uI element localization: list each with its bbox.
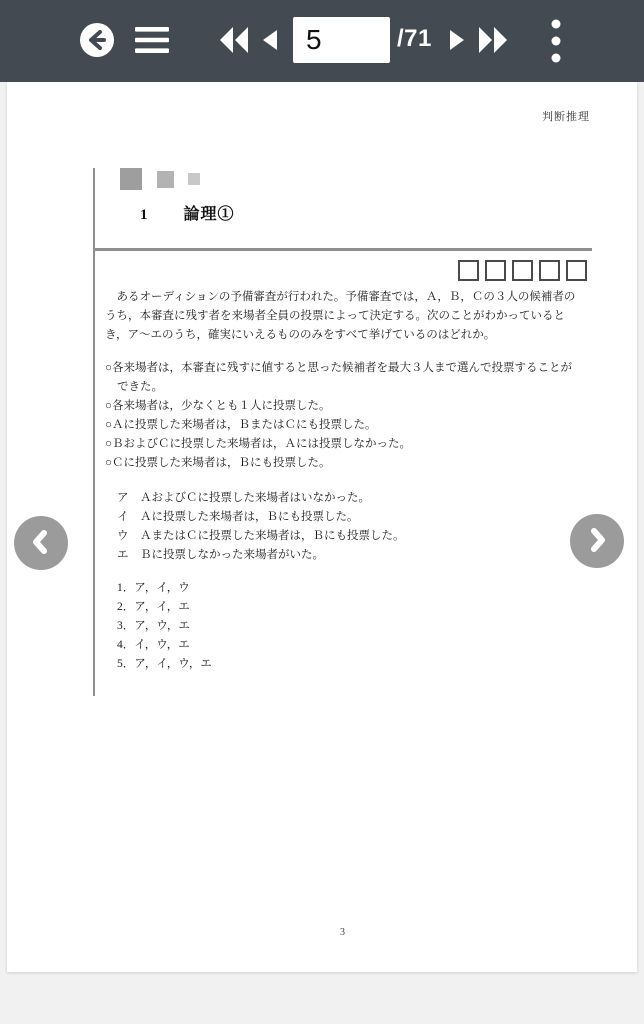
page-number-footer: 3: [340, 927, 345, 938]
menu-button[interactable]: [134, 27, 170, 55]
question-body: [105, 288, 599, 674]
triangle-right-icon: [450, 30, 464, 53]
answer-checkbox: [539, 260, 560, 281]
choice-line: 1．ア，イ，ウ: [117, 582, 190, 594]
page-total-label: /71: [397, 25, 432, 52]
triangle-left-icon: [263, 30, 277, 53]
hamburger-icon: [135, 27, 169, 56]
statement-list: [105, 489, 599, 565]
statement-line: ウ ＡまたはＣに投票した来場者は，Ｂにも投票した。: [117, 530, 405, 542]
previous-page-button[interactable]: [261, 31, 279, 51]
answer-checkbox: [512, 260, 533, 281]
chevron-right-icon: [584, 527, 610, 556]
section-number: 1: [140, 207, 148, 223]
condition-line: ○ＢおよびＣに投票した来場者は，Ａには投票しなかった。: [105, 438, 411, 450]
toolbar: [0, 0, 644, 82]
choice-line: 4．イ，ウ，エ: [117, 639, 190, 651]
statement-line: イ Ａに投票した来場者は，Ｂにも投票した。: [117, 511, 359, 523]
question-line: うち，本審査に残す者を来場者全員の投票によって決定する。次のことがわかっていると: [105, 310, 565, 322]
statement-line: ア ＡおよびＣに投票した来場者はいなかった。: [117, 492, 370, 504]
square-mid: [157, 171, 174, 188]
back-button[interactable]: [77, 21, 117, 61]
answer-checkbox: [566, 260, 587, 281]
section-title: 論理①: [183, 206, 235, 223]
more-options-button[interactable]: [544, 19, 568, 65]
chevron-left-icon: [28, 529, 54, 558]
double-chevron-right-icon: [479, 27, 507, 56]
condition-line: ○各来場者は，少なくとも１人に投票した。: [105, 400, 331, 412]
condition-line: できた。: [117, 381, 163, 393]
first-page-button[interactable]: [219, 28, 249, 54]
last-page-button[interactable]: [478, 28, 508, 54]
document-page: [7, 82, 637, 972]
decorative-squares: [120, 168, 200, 190]
question-line: あるオーディションの予備審査が行われた。予備審査では，Ａ，Ｂ，Ｃの３人の候補者の: [105, 291, 576, 303]
category-label: 判断推理: [542, 111, 590, 123]
back-circle-arrow-icon: [77, 20, 117, 63]
heading-horizontal-rule: [93, 248, 592, 251]
double-chevron-left-icon: [220, 27, 248, 56]
choice-line: 3．ア，ウ，エ: [117, 620, 190, 632]
square-light: [188, 173, 200, 185]
statement-line: エ Ｂに投票しなかった来場者がいた。: [117, 549, 324, 561]
choice-line: 5．ア，イ，ウ，エ: [117, 658, 212, 670]
answer-checkbox: [458, 260, 479, 281]
prev-page-nav-button[interactable]: [14, 516, 68, 570]
condition-line: ○Ａに投票した来場者は，ＢまたはＣにも投票した。: [105, 419, 377, 431]
square-dark: [120, 168, 142, 190]
condition-line: ○各来場者は，本審査に残すに値すると思った候補者を最大３人まで選んで投票することが: [105, 362, 572, 374]
question-line: き，ア～エのうち，確実にいえるもののみをすべて挙げているのはどれか。: [105, 329, 496, 341]
choice-line: 2．ア，イ，エ: [117, 601, 190, 613]
condition-line: ○Ｃに投票した来場者は，Ｂにも投票した。: [105, 457, 331, 469]
section-heading: [140, 201, 235, 224]
kebab-menu-icon: [551, 18, 561, 67]
answer-checkbox: [485, 260, 506, 281]
question-paragraph: [105, 288, 599, 345]
next-page-button[interactable]: [448, 31, 466, 51]
page-number-input[interactable]: [293, 17, 390, 63]
condition-list: [105, 359, 599, 473]
choice-list: [105, 579, 599, 674]
answer-checkboxes: [458, 260, 587, 281]
next-page-nav-button[interactable]: [570, 514, 624, 568]
